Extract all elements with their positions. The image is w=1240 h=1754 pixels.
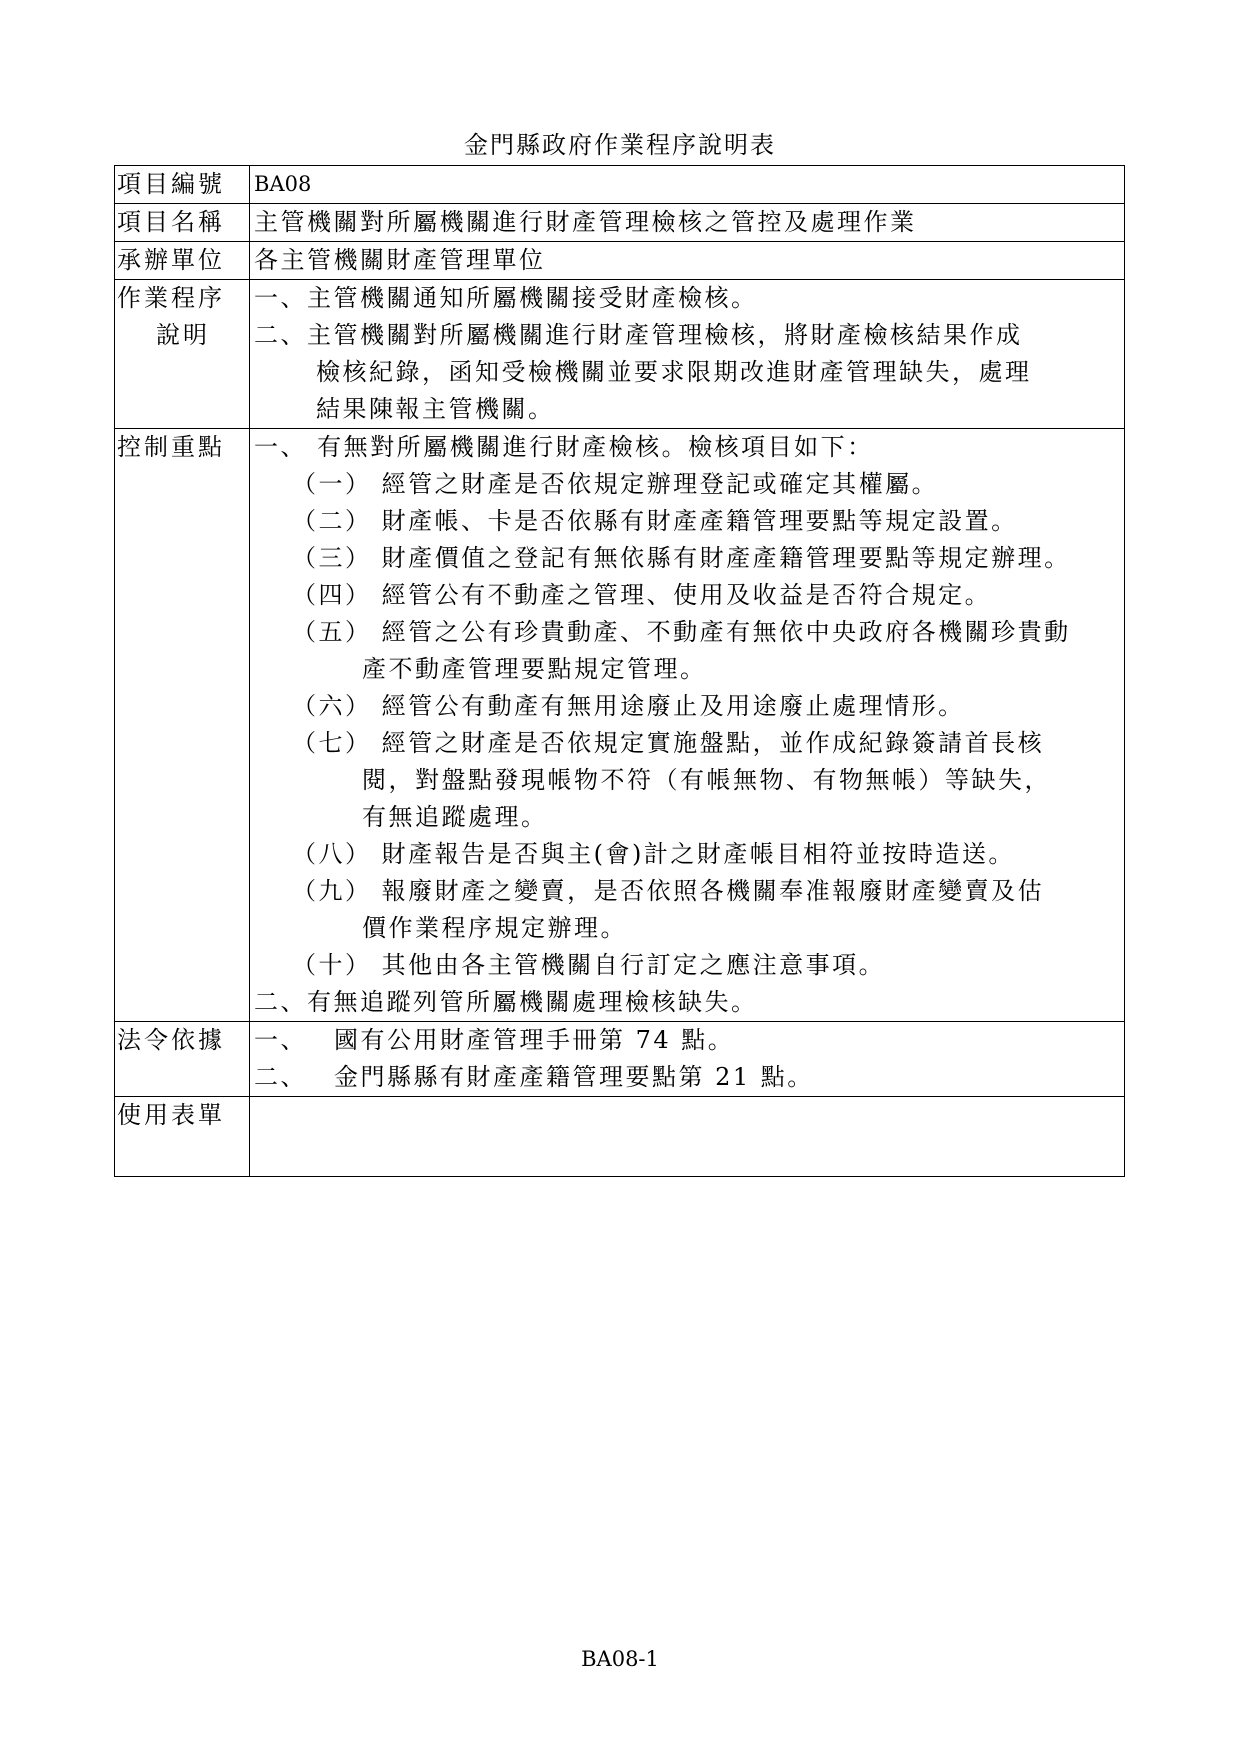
- label-procedure-line2: 說明: [156, 321, 210, 349]
- row-control-points: [115, 429, 1125, 1022]
- control-item-cont: 產不動產管理要點規定管理。: [362, 655, 707, 683]
- value-procedure: [250, 280, 1125, 429]
- control-item: （三） 財產價值之登記有無依縣有財產產籍管理要點等規定辦理。: [292, 544, 1071, 572]
- law-item-number: 二、: [254, 1063, 307, 1091]
- control-item: （九） 報廢財產之變賣，是否依照各機關奉准報廢財產變賣及估: [292, 877, 1045, 905]
- control-item-cont: 價作業程序規定辦理。: [362, 914, 627, 942]
- control-item: （六） 經管公有動產有無用途廢止及用途廢止處理情形。: [292, 692, 965, 720]
- control-head: 一、 有無對所屬機關進行財產檢核。檢核項目如下：: [254, 433, 874, 461]
- label-item-code: 項目編號: [115, 166, 250, 204]
- control-item-cont: 閱，對盤點發現帳物不符（有帳無物、有物無帳）等缺失，: [362, 766, 1051, 794]
- label-legal-basis: 法令依據: [115, 1022, 250, 1097]
- control-item: （八） 財產報告是否與主(會)計之財產帳目相符並按時造送。: [292, 840, 1015, 868]
- page-number: BA08-1: [581, 1647, 659, 1671]
- label-responsible-unit: 承辦單位: [115, 242, 250, 280]
- control-item: （七） 經管之財產是否依規定實施盤點，並作成紀錄簽請首長核: [292, 729, 1045, 757]
- label-item-name: 項目名稱: [115, 204, 250, 242]
- control-item: （十） 其他由各主管機關自行訂定之應注意事項。: [292, 951, 886, 979]
- row-item-name: [115, 204, 1125, 242]
- law-item-text: 金門縣縣有財產產籍管理要點第 21 點。: [334, 1063, 814, 1091]
- value-control-points: [250, 429, 1125, 1022]
- row-forms: [115, 1097, 1125, 1177]
- procedure-line: 二、主管機關對所屬機關進行財產管理檢核，將財產檢核結果作成: [254, 321, 1023, 349]
- row-item-code: [115, 166, 1125, 204]
- control-item: （五） 經管之公有珍貴動產、不動產有無依中央政府各機關珍貴動: [292, 618, 1071, 646]
- value-responsible-unit: 各主管機關財產管理單位: [250, 242, 1125, 280]
- control-item: （一） 經管之財產是否依規定辦理登記或確定其權屬。: [292, 470, 939, 498]
- law-item: [254, 1059, 1124, 1096]
- label-procedure-line1: 作業程序: [117, 284, 225, 312]
- value-item-name: 主管機關對所屬機關進行財產管理檢核之管控及處理作業: [250, 204, 1125, 242]
- control-item: （二） 財產帳、卡是否依縣有財產產籍管理要點等規定設置。: [292, 507, 1018, 535]
- row-responsible-unit: [115, 242, 1125, 280]
- law-item-number: 一、: [254, 1026, 307, 1054]
- value-legal-basis: [250, 1022, 1125, 1097]
- procedure-table: [114, 165, 1125, 1177]
- law-item: [254, 1022, 1124, 1059]
- procedure-line: 檢核紀錄，函知受檢機關並要求限期改進財產管理缺失，處理: [316, 358, 1032, 386]
- document-title: 金門縣政府作業程序說明表: [464, 131, 776, 159]
- control-item-cont: 有無追蹤處理。: [362, 803, 548, 831]
- label-control-points: 控制重點: [115, 429, 250, 1022]
- procedure-line: 結果陳報主管機關。: [316, 395, 555, 423]
- procedure-line: 一、主管機關通知所屬機關接受財產檢核。: [254, 284, 758, 312]
- row-procedure: [115, 280, 1125, 429]
- value-forms: [250, 1097, 1125, 1177]
- control-tail: 二、有無追蹤列管所屬機關處理檢核缺失。: [254, 988, 758, 1016]
- control-item: （四） 經管公有不動產之管理、使用及收益是否符合規定。: [292, 581, 992, 609]
- label-forms: 使用表單: [115, 1097, 250, 1177]
- value-item-code: BA08: [250, 166, 1125, 204]
- label-procedure: [115, 280, 250, 429]
- row-legal-basis: [115, 1022, 1125, 1097]
- law-item-text: 國有公用財產管理手冊第 74 點。: [334, 1026, 735, 1054]
